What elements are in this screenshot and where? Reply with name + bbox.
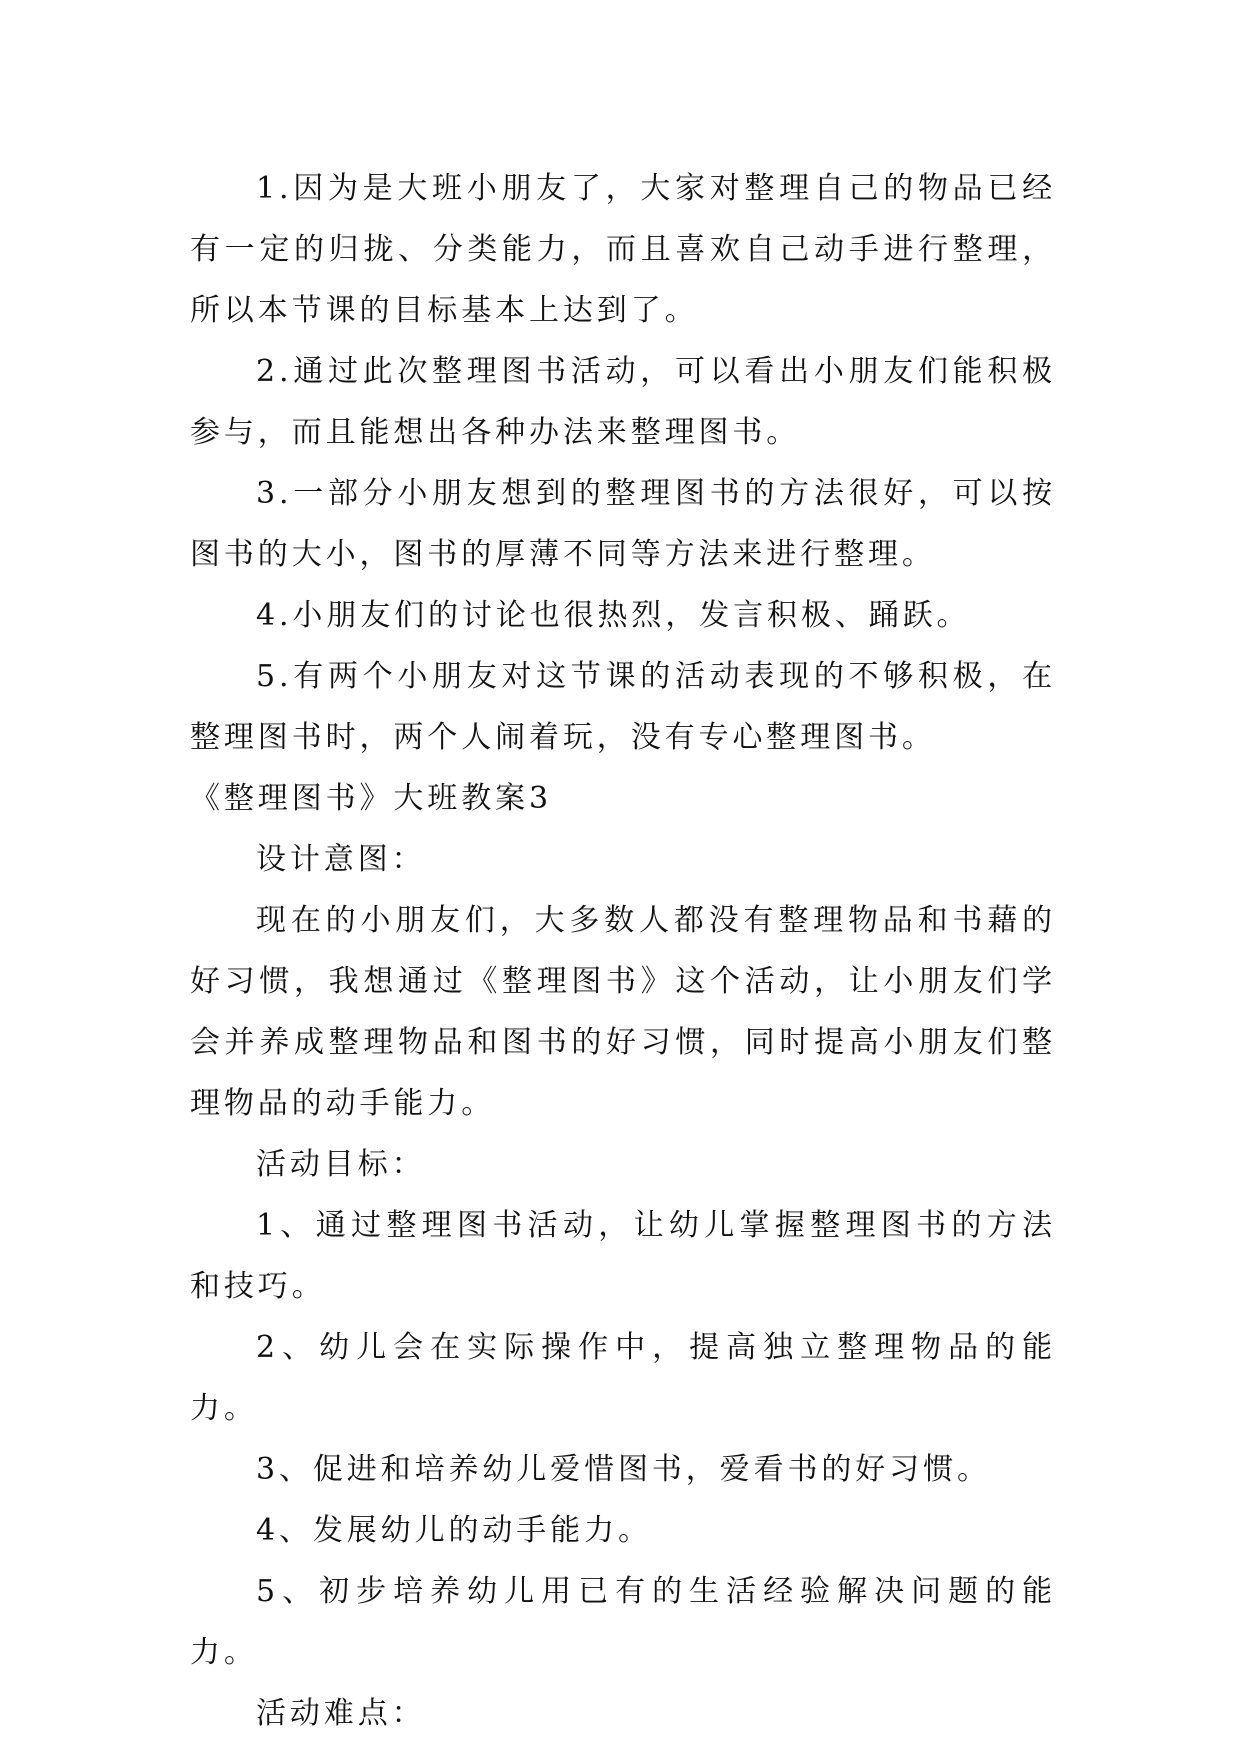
design-intent-text: 现在的小朋友们，大多数人都没有整理物品和书藉的好习惯，我想通过《整理图书》这个活动，让小朋友们学会并养成整理物品和图书的好习惯，同时提高小朋友们整理物品的动手能力。 [190,903,1056,1121]
reflection-point-1: 1.因为是大班小朋友了，大家对整理自己的物品已经有一定的归拢、分类能力，而且喜欢自己动手进行整理，所以本节课的目标基本上达到了。 [190,171,1056,328]
activity-goals-heading: 活动目标： [256,1147,426,1182]
reflection-point-5: 5.有两个小朋友对这节课的活动表现的不够积极，在整理图书时，两个人闹着玩，没有专心整理图书。 [190,659,1056,755]
goal-item-4: 4、发展幼儿的动手能力。 [256,1513,652,1548]
goal-item-3: 3、促进和培养幼儿爱惜图书，爱看书的好习惯。 [256,1452,991,1487]
reflection-point-4: 4.小朋友们的讨论也很热烈，发言积极、踊跃。 [256,598,971,633]
reflection-point-2: 2.通过此次整理图书活动，可以看出小朋友们能积极参与，而且能想出各种办法来整理图书。 [190,354,1056,450]
section-title: 《整理图书》大班教案3 [190,781,552,816]
design-intent-heading: 设计意图： [256,842,426,877]
goal-item-1: 1、通过整理图书活动，让幼儿掌握整理图书的方法和技巧。 [190,1208,1056,1304]
document-page [190,158,1056,1744]
reflection-point-3: 3.一部分小朋友想到的整理图书的方法很好，可以按图书的大小，图书的厚薄不同等方法来进行整理。 [190,476,1056,572]
activity-difficulty-heading: 活动难点： [256,1696,426,1731]
goal-item-5: 5、初步培养幼儿用已有的生活经验解决问题的能力。 [190,1574,1056,1670]
goal-item-2: 2、幼儿会在实际操作中，提高独立整理物品的能力。 [190,1330,1056,1426]
